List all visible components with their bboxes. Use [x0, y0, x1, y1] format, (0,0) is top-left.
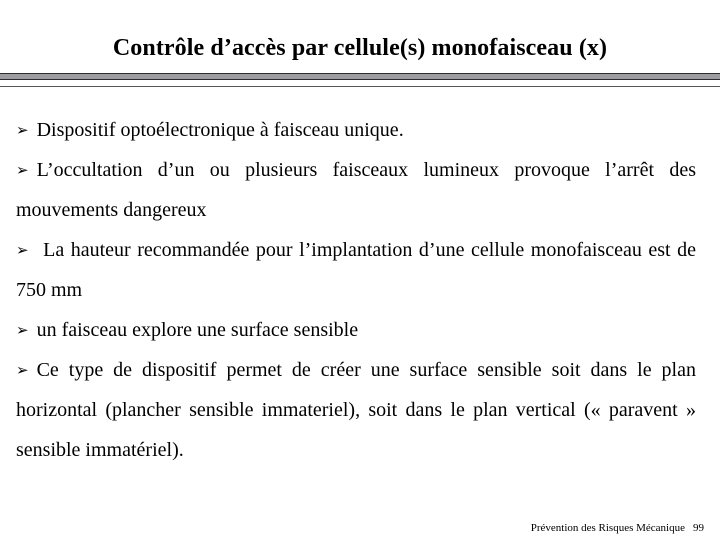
footer-label: Prévention des Risques Mécanique	[530, 522, 685, 534]
bullet-item	[16, 150, 696, 230]
bullet-item	[16, 310, 696, 350]
arrow-bullet-icon: ➢	[16, 121, 29, 139]
arrow-bullet-icon: ➢	[16, 321, 29, 339]
slide-title: Contrôle d’accès par cellule(s) monofaisceau (x)	[112, 35, 608, 61]
bullet-item	[16, 350, 696, 470]
title-divider	[0, 73, 720, 80]
bullet-item	[16, 110, 696, 150]
arrow-bullet-icon: ➢	[16, 241, 29, 259]
title-divider-thin	[0, 86, 720, 87]
arrow-bullet-icon: ➢	[16, 361, 29, 379]
bullet-list	[16, 110, 696, 470]
slide-footer	[531, 520, 704, 536]
bullet-text: La hauteur recommandée pour l’implantation d’une cellule monofaisceau est de 750 mm	[16, 239, 696, 301]
bullet-text: Dispositif optoélectronique à faisceau unique.	[36, 119, 404, 141]
bullet-text: Ce type de dispositif permet de créer une surface sensible soit dans le plan horizontal (plancher sensible immateriel), soit dans le plan vertical (« paravent » sensible immatériel).	[16, 359, 696, 461]
bullet-text: L’occultation d’un ou plusieurs faisceaux lumineux provoque l’arrêt des mouvements dangereux	[16, 159, 696, 221]
page-number: 99	[693, 522, 704, 534]
bullet-text: un faisceau explore une surface sensible	[36, 319, 359, 341]
bullet-item	[16, 230, 696, 310]
arrow-bullet-icon: ➢	[16, 161, 29, 179]
